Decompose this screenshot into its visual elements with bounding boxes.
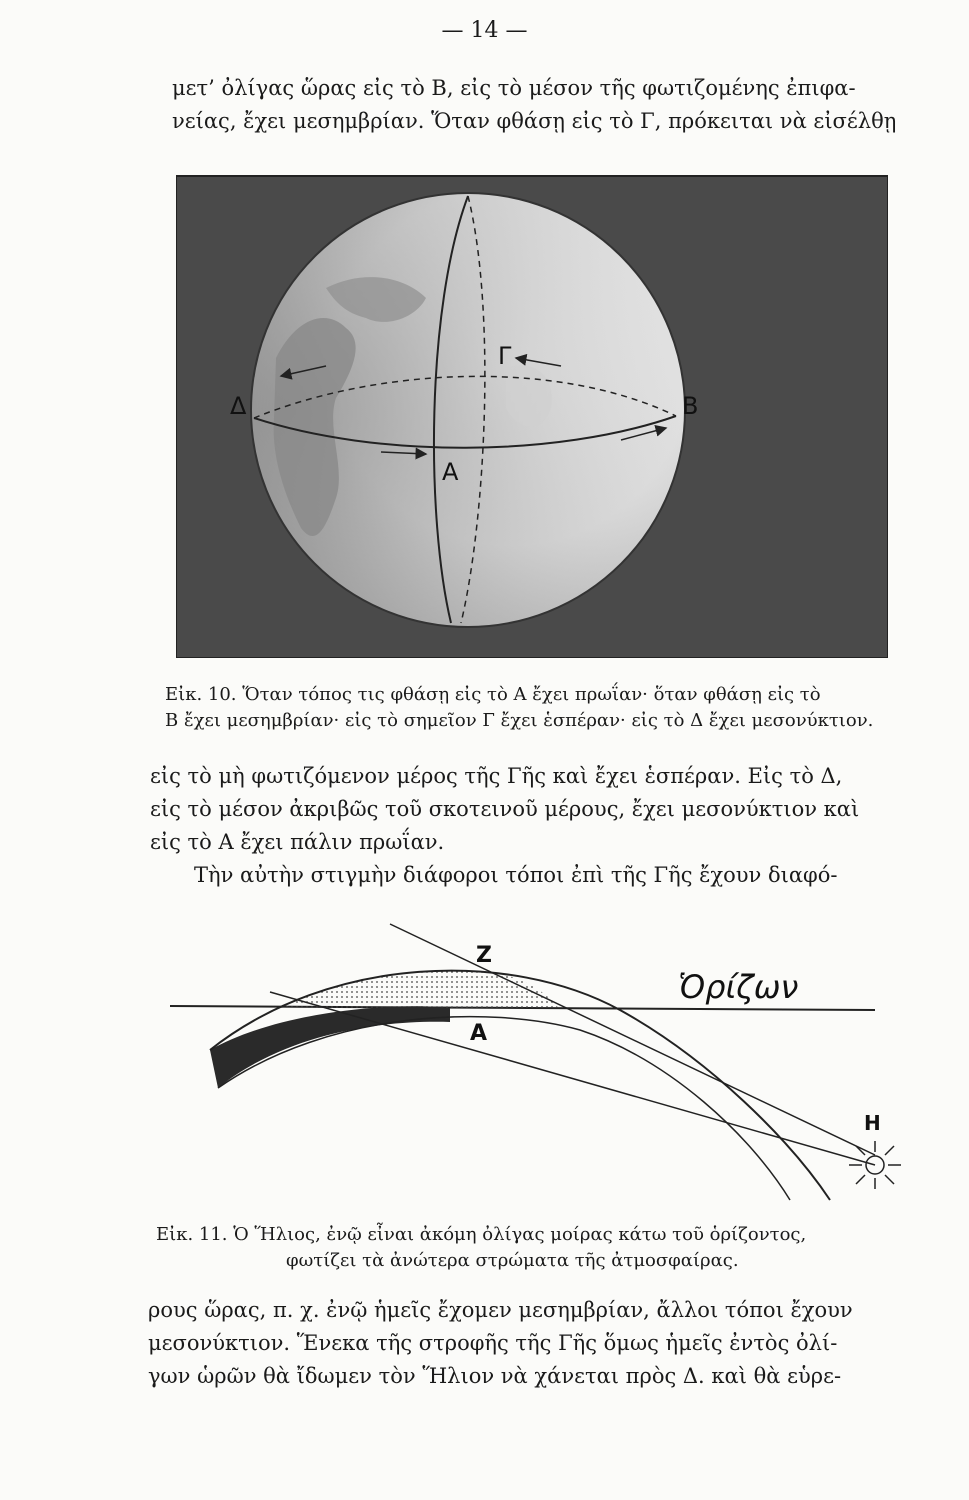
figure-11-caption: [156, 1222, 806, 1274]
sun-ray: [390, 924, 875, 1155]
text-line: Τὴν αὐτὴν στιγμὴν διάφοροι τόποι ἐπὶ τῆς Γῆς ἔχουν διαφό-: [194, 863, 838, 887]
label-D: Δ: [230, 392, 247, 420]
text-line: εἰς τὸ μὴ φωτιζόμενον μέρος τῆς Γῆς καὶ ἔχει ἑσπέραν. Εἰς τὸ Δ,: [150, 764, 843, 788]
text-line: γων ὡρῶν θὰ ἴδωμεν τὸν Ἥλιον νὰ χάνεται πρὸς Δ. καὶ θὰ εὑρε-: [148, 1364, 842, 1388]
text-line: εἰς τὸ Α ἔχει πάλιν πρωΐαν.: [150, 830, 445, 854]
text-line: νείας, ἔχει μεσημβρίαν. Ὅταν φθάσῃ εἰς τὸ Γ, πρόκειται νὰ εἰσέλθῃ: [172, 109, 897, 133]
earth-crust: [210, 1006, 450, 1088]
paragraph-middle: [150, 760, 859, 892]
text-line: ρους ὥρας, π. χ. ἐνῷ ἡμεῖς ἔχομεν μεσημβρίαν, ἄλλοι τόποι ἔχουν: [148, 1298, 853, 1322]
label-A: A: [442, 458, 459, 486]
figure-10-caption: [165, 682, 873, 734]
paragraph-top: [172, 72, 896, 138]
label-G: Γ: [498, 342, 512, 370]
text-line: εἰς τὸ μέσον ἀκριβῶς τοῦ σκοτεινοῦ μέρους, ἔχει μεσονύκτιον καὶ: [150, 797, 860, 821]
label-H: H: [864, 1111, 881, 1135]
label-B: B: [682, 392, 699, 420]
text-line: μετ’ ὀλίγας ὥρας εἰς τὸ Β, εἰς τὸ μέσον τῆς φωτιζομένης ἐπιφα-: [172, 76, 856, 100]
sun-ray: [270, 992, 875, 1165]
label-Z: Z: [476, 943, 492, 968]
caption-line: φωτίζει τὰ ἀνώτερα στρώματα τῆς ἀτμοσφαίρας.: [286, 1250, 739, 1271]
figure-11-horizon: [150, 910, 920, 1210]
text-line: μεσονύκτιον. Ἕνεκα τῆς στροφῆς τῆς Γῆς ὅμως ἡμεῖς ἐντὸς ὀλί-: [148, 1331, 838, 1355]
caption-line: Εἰκ. 10. Ὅταν τόπος τις φθάσῃ εἰς τὸ Α ἔχει πρωΐαν· ὅταν φθάσῃ εἰς τὸ: [165, 684, 821, 705]
caption-line: Β ἔχει μεσημβρίαν· εἰς τὸ σημεῖον Γ ἔχει ἑσπέραν· εἰς τὸ Δ ἔχει μεσονύκτιον.: [165, 710, 874, 731]
label-horizon: Ὁρίζων: [678, 968, 799, 1006]
caption-line: Εἰκ. 11. Ὁ Ἥλιος, ἐνῷ εἶναι ἀκόμη ὀλίγας μοίρας κάτω τοῦ ὁρίζοντος,: [156, 1224, 807, 1245]
page-number: — 14 —: [441, 18, 528, 43]
label-A: A: [470, 1021, 488, 1046]
paragraph-bottom: [148, 1294, 853, 1393]
figure-10-globe: [176, 168, 888, 658]
